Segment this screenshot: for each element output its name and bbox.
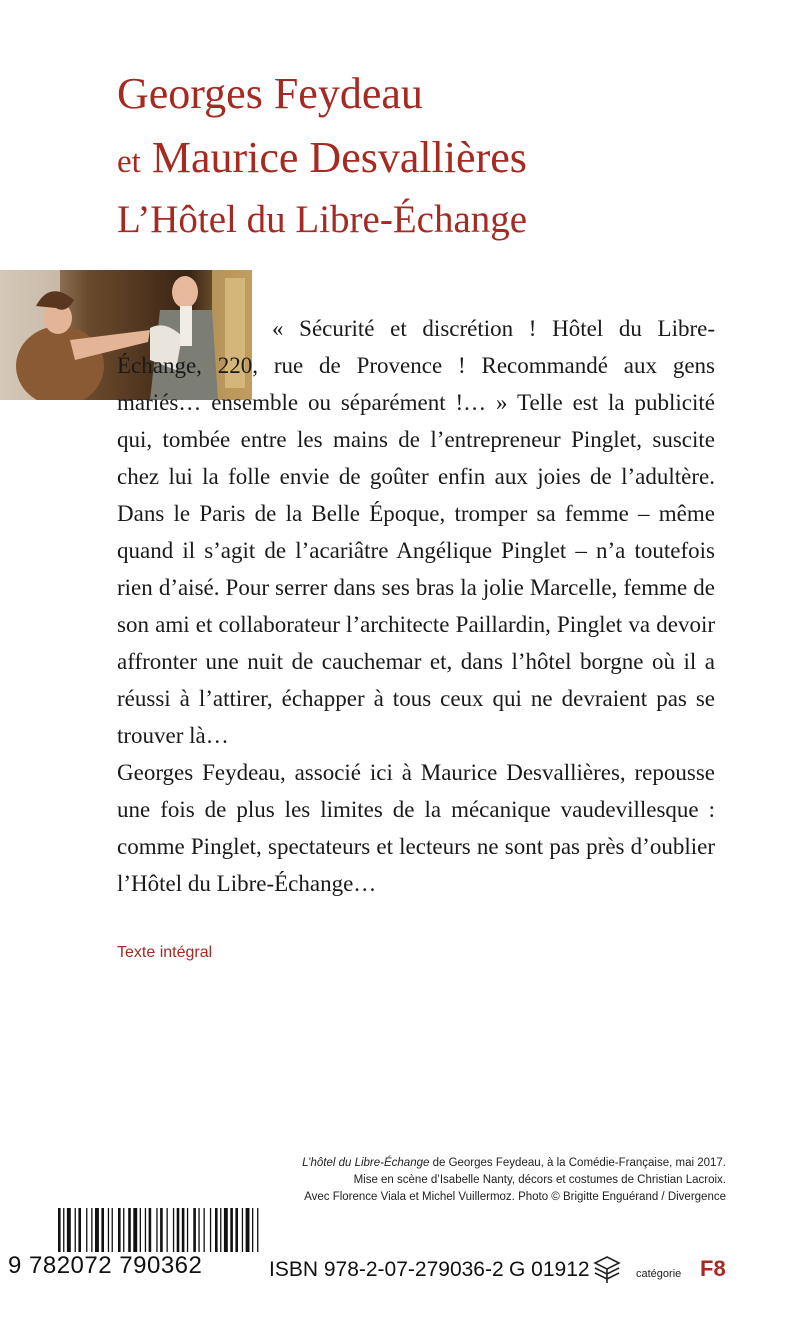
barcode-bar [204,1208,205,1252]
integral-text-label: Texte intégral [117,944,213,961]
second-author-name: Maurice Desvallières [151,133,527,182]
barcode-bar [173,1208,174,1252]
barcode-bar [86,1208,87,1252]
barcode-bar [140,1208,141,1252]
barcode-bar [156,1208,157,1252]
author-line-1: Georges Feydeau [117,69,423,118]
photo-credits [266,1155,726,1206]
credits-line-1-rest: de Georges Feydeau, à la Comédie-Française, mai 2017. [429,1157,726,1169]
barcode-bar [210,1208,211,1252]
barcode-bar [123,1208,124,1252]
barcode-bar [91,1208,92,1252]
barcode-bar [75,1208,76,1252]
barcode-bar [187,1208,188,1252]
barcode-bar [177,1208,180,1252]
barcode-bar [235,1208,238,1252]
barcode-bar [160,1208,163,1252]
barcode-bar [230,1208,233,1252]
barcode-bar [63,1208,64,1252]
barcode-bar [149,1208,152,1252]
barcode-bar [167,1208,168,1252]
back-cover-blurb [117,310,715,902]
barcode-bar [224,1208,228,1252]
barcode-bar [215,1208,218,1252]
barcode-bar [108,1208,109,1252]
blurb-paragraph-2: Georges Feydeau, associé ici à Maurice Desvallières, repousse une fois de plus les limites de la mécanique vaudevillesque : comme Pinglet, spectateurs et lecteurs ne sont pas près d’oublier l’Hôtel du Libre-Échange… [117,760,715,896]
barcode-bar [246,1208,250,1252]
barcode-bar [193,1208,196,1252]
barcode-bars [58,1208,262,1252]
barcode-bar [112,1208,113,1252]
author-connector: et [117,144,141,180]
credits-line-2: Mise en scène d’Isabelle Nanty, décors et costumes de Christian Lacroix. [353,1174,726,1186]
category-code: F8 [700,1256,726,1281]
cover-header [117,62,777,246]
credits-line-1 [266,1155,726,1172]
isbn-number: ISBN 978-2-07-279036-2 [269,1258,504,1281]
book-title: L’Hôtel du Libre-Échange [117,198,528,241]
blurb-paragraph-1: « Sécurité et discrétion ! Hôtel du Libre-Échange, 220, rue de Provence ! Recommandé aux gens mariés… ensemble ou séparément !… » Telle est la publicité qui, tombée entre les mains de l’entrepreneur Pinglet, suscite chez lui la folle envie de goûter enfin aux joies de l’adultère. Dans le Paris de la Belle Époque, tromper sa femme – même quand il s’agit de l’acariâtre Angélique Pinglet – n’a toutefois rien d’aisé. Pour serrer dans ses bras la jolie Marcelle, femme de son ami et collaborateur l’architecte Paillardin, Pinglet va devoir affronter une nuit de cauchemar et, dans l’hôtel borgne où il a réussi à l’attirer, échapper à tous ceux qui ne devraient pas se trouver là… [117,316,715,748]
barcode-bar [101,1208,104,1252]
barcode-bar [252,1208,253,1252]
barcode-digits: 9 782072 790362 [8,1252,203,1279]
barcode-bar [67,1208,71,1252]
barcode [8,1208,262,1288]
barcode-bar [182,1208,185,1252]
barcode-bar [118,1208,121,1252]
category-label: catégorie [636,1268,682,1280]
gallimard-code: G 01912 [509,1258,590,1281]
credits-work-title: L’hôtel du Libre-Échange [302,1157,430,1169]
credits-line-3: Avec Florence Viala et Michel Vuillermoz. Photo © Brigitte Enguérand / Divergence [304,1191,726,1203]
book-stack-logo-icon [592,1255,622,1285]
barcode-bar [242,1208,243,1252]
barcode-bar [198,1208,199,1252]
barcode-bar [145,1208,146,1252]
barcode-bar [257,1208,258,1252]
barcode-bar [78,1208,81,1252]
author-line-2 [117,126,777,194]
barcode-bar [95,1208,99,1252]
barcode-bar [58,1208,61,1252]
barcode-bar [128,1208,131,1252]
barcode-bar [133,1208,137,1252]
barcode-bar [220,1208,221,1252]
